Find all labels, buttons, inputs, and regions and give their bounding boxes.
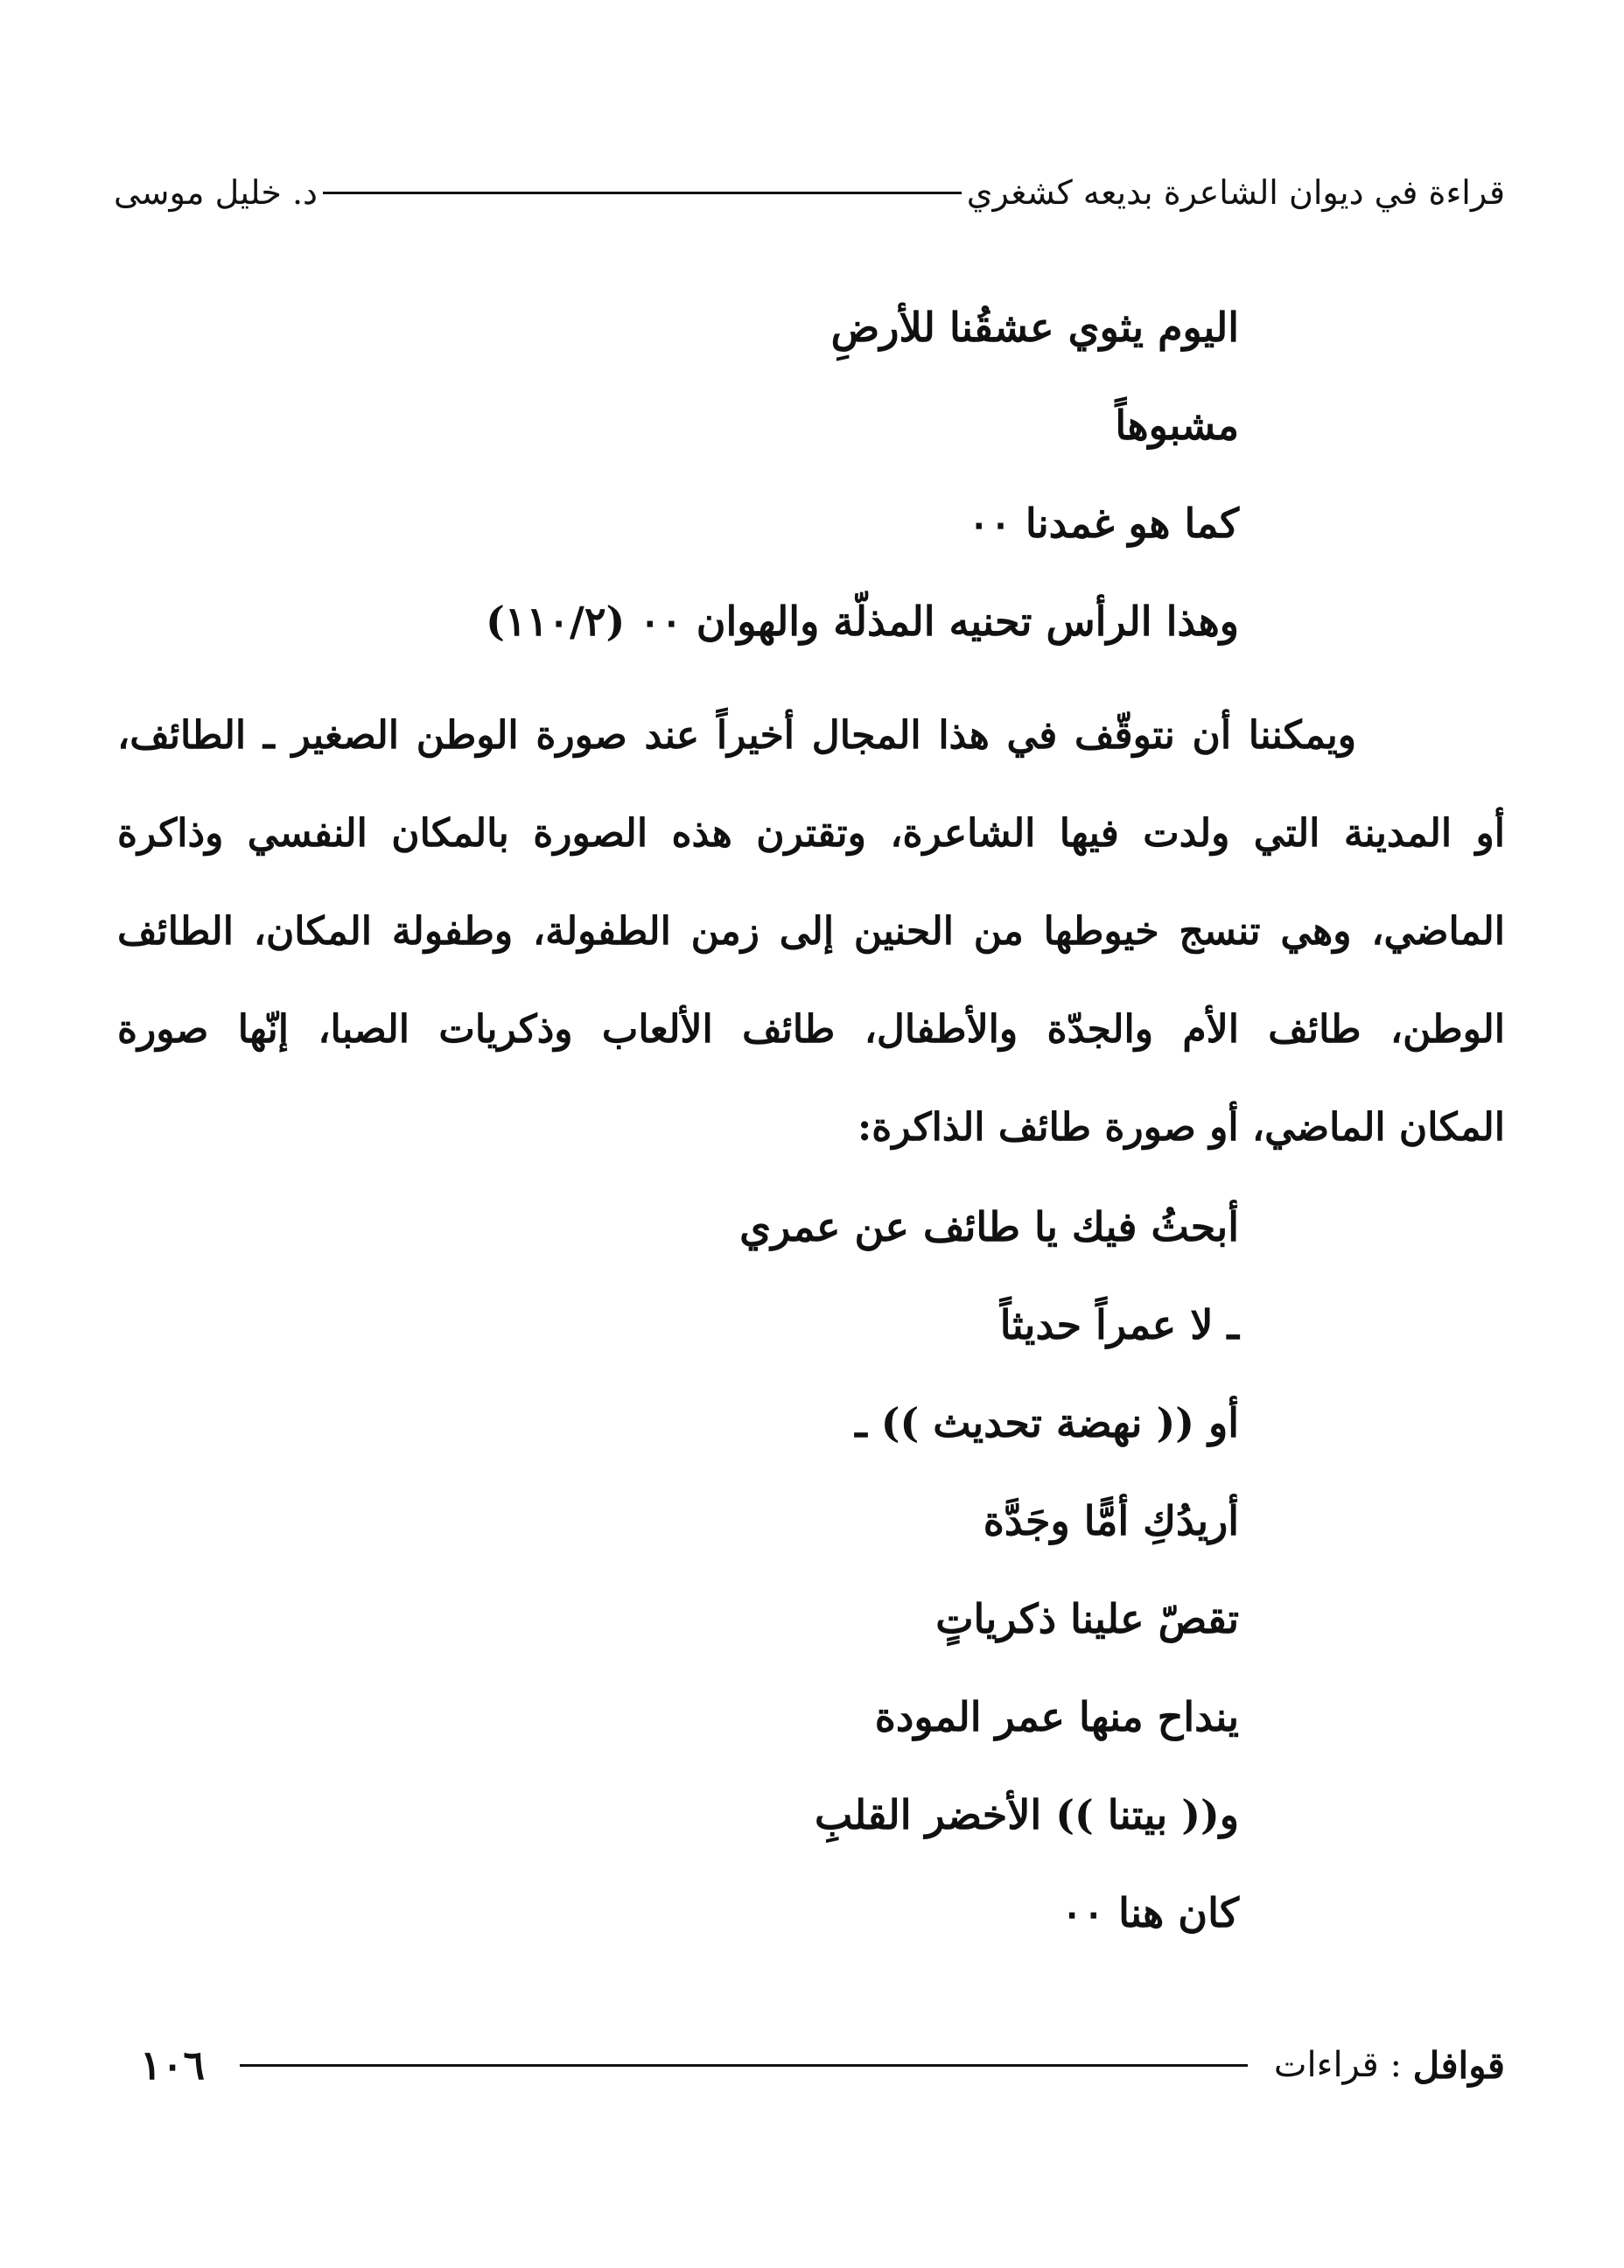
journal-name: قوافل [1412,2043,1505,2087]
running-head [114,166,1505,219]
verse-line: أريدُكِ أمًّا وجَدَّة [983,1497,1239,1544]
author-name: د. خليل موسى [114,173,318,212]
paragraph-line: الماضي، وهي تنسج خيوطها من الحنين إلى زمن الطفولة، وطفولة المكان، الطائف [117,909,1505,954]
verse-line: مشبوهاً [1115,402,1239,449]
book-title: قراءة في ديوان الشاعرة بديعه كشغري [966,173,1505,212]
verse-line: و(( بيتنا )) الأخضر القلبِ [815,1791,1239,1838]
verse-line: وهذا الرأس تحنيه المذلّة والهوان ٠٠ (١١٠/٢) [486,598,1239,645]
paragraph-line: المكان الماضي، أو صورة طائف الذاكرة: [858,1105,1505,1150]
body-paragraph [117,687,1505,1177]
verse-line: أو (( نهضة تحديث )) ـ [855,1399,1239,1446]
footer-separator: : [1390,2045,1402,2085]
poem-excerpt-1 [486,278,1239,670]
verse-line: كما هو غمدنا ٠٠ [968,500,1239,547]
running-foot [140,2034,1505,2096]
page-number: ١٠٦ [140,2041,206,2089]
section-name: قراءات [1273,2045,1379,2085]
paragraph-line: ويمكننا أن نتوقّف في هذا المجال أخيراً عند صورة الوطن الصغير ـ الطائف، [117,713,1356,758]
footer-rule [240,2064,1248,2067]
paragraph-line: الوطن، طائف الأم والجدّة والأطفال، طائف الألعاب وذكريات الصبا، إنّها صورة [117,1007,1505,1052]
verse-line: أبحثُ فيك يا طائف عن عمري [739,1203,1239,1250]
verse-line: ـ لا عمراً حديثاً [999,1301,1239,1348]
verse-line: كان هنا ٠٠ [1060,1889,1239,1936]
verse-line: ينداح منها عمر المودة [874,1693,1239,1740]
verse-line: اليوم يثوي عشقُنا للأرضِ [830,304,1239,351]
verse-line: تقصّ علينا ذكرياتٍ [935,1595,1239,1642]
header-rule [323,192,962,194]
poem-excerpt-2 [739,1178,1239,1962]
paragraph-line: أو المدينة التي ولدت فيها الشاعرة، وتقترن هذه الصورة بالمكان النفسي وذاكرة [117,811,1505,856]
